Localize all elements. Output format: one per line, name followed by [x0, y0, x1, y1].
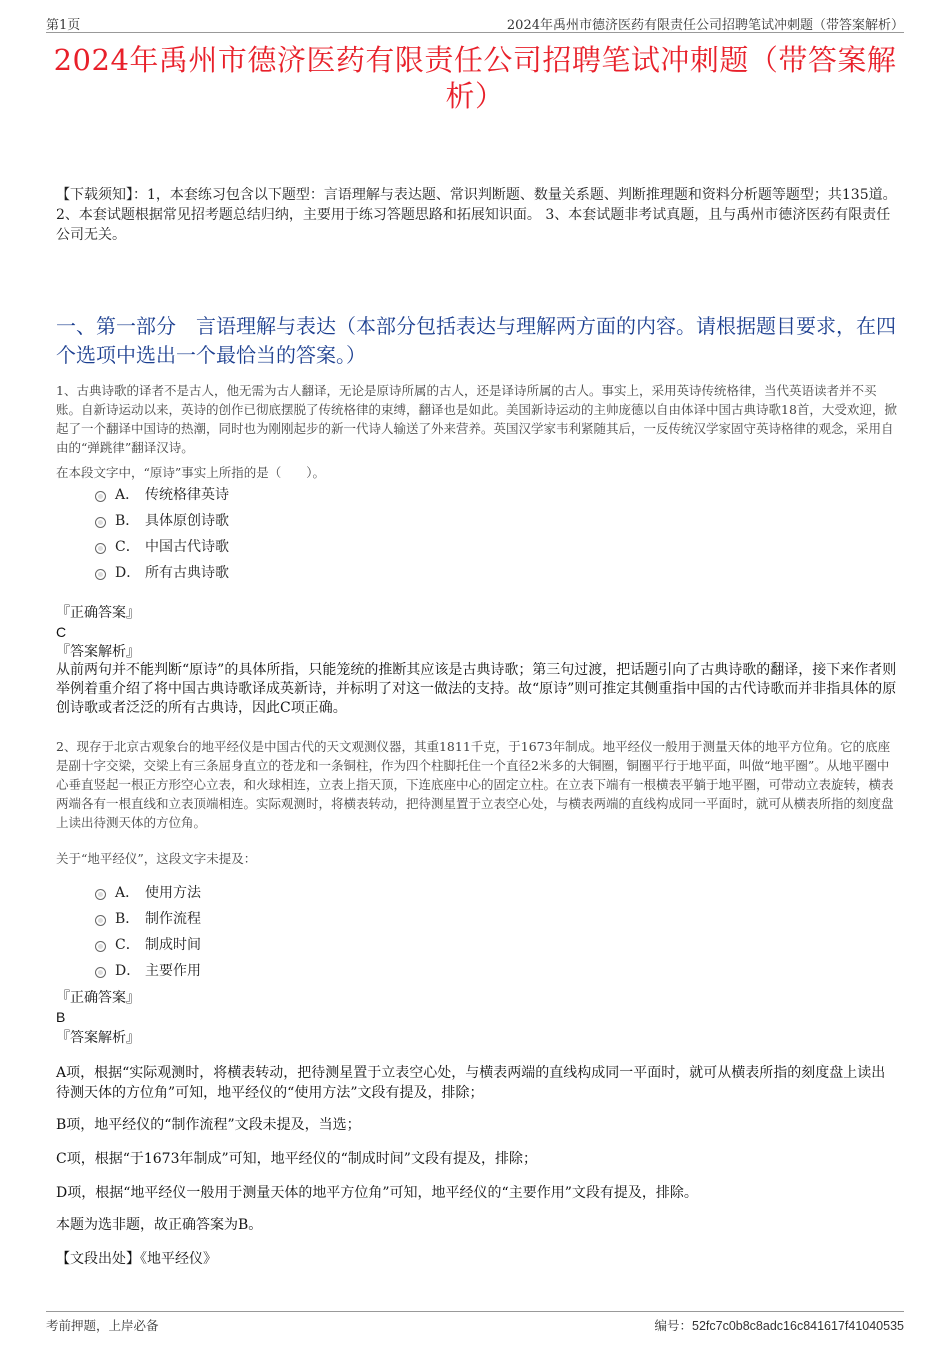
option-a[interactable]: A． 传统格律英诗 [95, 485, 229, 511]
header-doc-title: 2024年禹州市德济医药有限责任公司招聘笔试冲刺题（带答案解析） [506, 18, 904, 33]
question-1-options [95, 485, 229, 589]
option-c[interactable]: C． 制成时间 [95, 935, 201, 961]
analysis-label: 『答案解析』 [56, 1030, 140, 1046]
question-2-text: 2、现存于北京古观象台的地平经仪是中国古代的天文观测仪器，其重1811千克，于1673年制成。地平经仪一般用于测量天体的地平方位角。它的底座是副十字交梁，交梁上有三条屈身直立的苍龙和一条铜柱，作为四个柱脚托住一个直径2米多的大铜圈，铜圈平行于地平面，叫做“地平圈”。从地平圈中心垂直竖起一根正方形空心立表，和火球相连，立表上指天顶，下连底座中心的固定立柱。在立表下端有一根横表平躺于地平圈，可带动立表旋转，横表两端各有一根直线和立表顶端相连。实际观测时，将横表转动，把待测星置于立表空心处，与横表两端的直线构成同一平面时，就可从横表所指的刻度盘上读出待测天体的方位角。 [56, 739, 894, 830]
page-number: 第1页 [46, 18, 81, 33]
analysis-a: A项，根据“实际观测时，将横表转动，把待测星置于立表空心处，与横表两端的直线构成同一平面时，就可从横表所指的刻度盘上读出待测天体的方位角”可知，地平经仪的“使用方法”文段有提及，排除； [56, 1065, 886, 1101]
option-d[interactable]: D． 所有古典诗歌 [95, 563, 229, 589]
footer-code: 编号：52fc7c0b8c8adc16c841617f41040535 [654, 1318, 904, 1333]
analysis-c: C项，根据“于1673年制成”可知，地平经仪的“制成时间”文段有提及，排除； [56, 1151, 537, 1167]
question-1-prompt: 在本段文字中，“原诗”事实上所指的是（ ）。 [56, 465, 326, 480]
question-2-options [95, 883, 201, 987]
option-b[interactable]: B． 制作流程 [95, 909, 201, 935]
question-2-prompt: 关于“地平经仪”，这段文字未提及： [56, 851, 257, 866]
answer-value: C [56, 624, 67, 640]
radio-icon[interactable] [95, 517, 106, 528]
option-a[interactable]: A． 使用方法 [95, 883, 201, 909]
option-c[interactable]: C． 中国古代诗歌 [95, 537, 229, 563]
radio-icon[interactable] [95, 941, 106, 952]
radio-icon[interactable] [95, 543, 106, 554]
page-header [46, 10, 904, 33]
option-d[interactable]: D． 主要作用 [95, 961, 201, 987]
answer-value: B [56, 1009, 66, 1025]
analysis-d: D项，根据“地平经仪一般用于测量天体的地平方位角”可知，地平经仪的“主要作用”文段有提及，排除。 [56, 1185, 698, 1201]
question-1-text: 1、古典诗歌的译者不是古人，他无需为古人翻译，无论是原诗所属的古人，还是译诗所属的古人。事实上，采用英诗传统格律，当代英语读者并不买账。自新诗运动以来，英诗的创作已彻底摆脱了传统格律的束缚，翻译也是如此。美国新诗运动的主帅庞德以自由体译中国古典诗歌18首，大受欢迎，掀起了一个翻译中国诗的热潮，同时也为刚刚起步的新一代诗人输送了外来营养。英国汉学家韦利紧随其后，一反传统汉学家固守英诗格律的观念，采用自由的“弹跳律”翻译汉诗。 [56, 383, 897, 455]
page-footer [46, 1311, 904, 1336]
radio-icon[interactable] [95, 569, 106, 580]
footer-slogan: 考前押题，上岸必备 [46, 1318, 159, 1333]
download-notice: 【下载须知】：1，本套练习包含以下题型：言语理解与表达题、常识判断题、数量关系题、判断推理题和资料分析题等题型；共135道。 2、本套试题根据常见招考题总结归纳，主要用于练习答题思路和拓展知识面。 3、本套试题非考试真题，且与禹州市德济医药有限责任公司无关。 [56, 187, 897, 243]
answer-label: 『正确答案』 [56, 990, 140, 1006]
section-heading: 一、第一部分 言语理解与表达（本部分包括表达与理解两方面的内容。请根据题目要求，在四个选项中选出一个最恰当的答案。） [56, 314, 896, 367]
radio-icon[interactable] [95, 491, 106, 502]
answer-label: 『正确答案』 [56, 605, 140, 621]
analysis-text: 从前两句并不能判断“原诗”的具体所指，只能笼统的推断其应该是古典诗歌；第三句过渡，把话题引向了古典诗歌的翻译，接下来作者则举例着重介绍了将中国古典诗歌译成英新诗，并标明了对这一做法的支持。故“原诗”则可推定其侧重指中国的古代诗歌而并非指具体的原创诗歌或者泛泛的所有古典诗，因此C项正确。 [56, 662, 897, 716]
page-title: 2024年禹州市德济医药有限责任公司招聘笔试冲刺题（带答案解析） [53, 43, 897, 113]
radio-icon[interactable] [95, 889, 106, 900]
conclusion: 本题为选非题，故正确答案为B。 [56, 1217, 263, 1233]
option-b[interactable]: B． 具体原创诗歌 [95, 511, 229, 537]
radio-icon[interactable] [95, 967, 106, 978]
analysis-b: B项，地平经仪的“制作流程”文段未提及，当选； [56, 1117, 361, 1133]
analysis-label: 『答案解析』 [56, 644, 140, 660]
source: 【文段出处】《地平经仪》 [56, 1251, 217, 1267]
radio-icon[interactable] [95, 915, 106, 926]
